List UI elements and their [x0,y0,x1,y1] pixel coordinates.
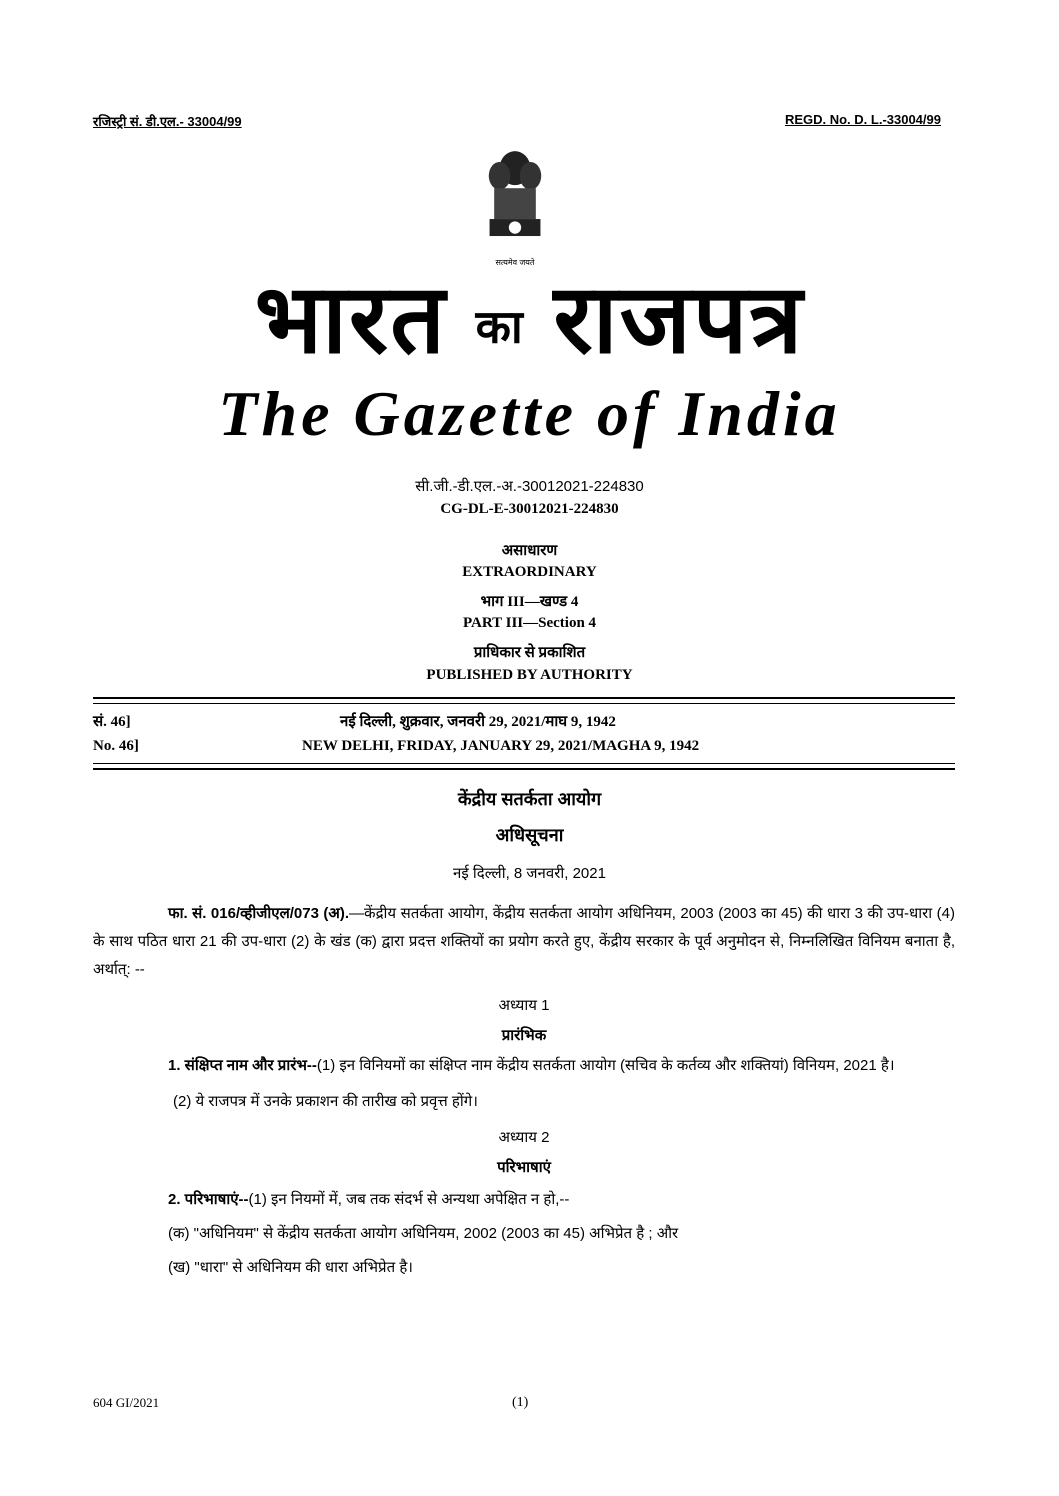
type-hindi: असाधारण [501,543,558,559]
section-1-text: (1) इन विनियमों का संक्षिप्त नाम केंद्रीय सतर्कता आयोग (सचिव के कर्तव्य और शक्तियां) विनियम, 2021 है। [316,1057,895,1074]
section-1 [93,1052,955,1080]
page-number: (1) [512,1395,529,1410]
notice-body [93,900,955,1282]
chapter-2: अध्याय 2 [498,1129,550,1146]
section-2 [168,1186,955,1214]
section-1-heading: 1. संक्षिप्त नाम और प्रारंभ-- [168,1057,317,1074]
title-hindi-part2: राजपत्र [553,266,805,373]
chapter-2-title: परिभाषाएं [497,1159,551,1176]
notification-heading: अधिसूचना [495,825,564,845]
divider [93,703,955,704]
part-english: PART III—Section 4 [462,615,597,631]
divider [93,768,955,770]
chapter-1: अध्याय 1 [498,997,550,1014]
intro-text: —केंद्रीय सतर्कता आयोग, केंद्रीय सतर्कता आयोग अधिनियम, 2003 (2003 का 45) की धारा 3 की उप-धारा (4) के साथ पठित धारा 21 की उप-धारा (2) के खंड (क) द्वारा प्रदत्त शक्तियों का प्रयोग करते हुए, केंद्रीय सरकार के पूर्व अनुमोदन से, निम्नलिखित विनियम बनाता है, अर्थात्: -- [93,905,955,978]
title-hindi-part1: भारत [254,266,447,373]
file-reference: फा. सं. 016/व्हीजीएल/073 (अ). [168,905,350,922]
title-hindi-ka: का [475,300,525,353]
doc-id-english: CG-DL-E-30012021-224830 [440,501,619,517]
national-emblem-icon [470,145,560,267]
chapter-1-title: प्रारंभिक [501,1027,547,1044]
registration-hindi: रजिस्ट्री सं. डी.एल.- 33004/99 [93,114,242,129]
masthead-english: The Gazette of India [218,378,841,449]
type-english: EXTRAORDINARY [462,564,597,580]
registration-english: REGD. No. D. L.-33004/99 [784,112,941,127]
intro-paragraph [93,900,955,984]
place-date: नई दिल्ली, 8 जनवरी, 2021 [453,865,606,882]
emblem-motto: सत्यमेव जयते [495,258,535,267]
divider [93,697,955,699]
issue-date-hindi: नई दिल्ली, शुक्रवार, जनवरी 29, 2021/माघ 9, 1942 [340,714,616,730]
part-hindi: भाग III—खण्ड 4 [480,594,579,610]
section-2-heading: 2. परिभाषाएं-- [168,1191,249,1208]
footer-code: 604 GI/2021 [93,1395,160,1410]
issue-number-hindi: सं. 46] [93,714,131,730]
issue-number-english: No. 46] [93,738,139,754]
organization: केंद्रीय सतर्कता आयोग [457,789,602,809]
masthead-hindi [0,266,1059,373]
authority-english: PUBLISHED BY AUTHORITY [426,667,633,683]
issue-date-english: NEW DELHI, FRIDAY, JANUARY 29, 2021/MAGHA 9, 1942 [302,738,700,754]
authority-hindi: प्राधिकार से प्रकाशित [473,645,586,661]
section-2-clause-a: (क) "अधिनियम" से केंद्रीय सतर्कता आयोग अधिनियम, 2002 (2003 का 45) अभिप्रेत है ; और [168,1225,679,1242]
section-2-clause-b: (ख) "धारा" से अधिनियम की धारा अभिप्रेत है। [168,1259,413,1276]
doc-id-hindi: सी.जी.-डी.एल.-अ.-30012021-224830 [415,478,644,495]
section-1-sub-2: (2) ये राजपत्र में उनके प्रकाशन की तारीख को प्रवृत्त होंगे। [173,1093,478,1110]
divider [93,763,955,764]
section-2-text: (1) इन नियमों में, जब तक संदर्भ से अन्यथा अपेक्षित न हो,-- [248,1191,570,1208]
